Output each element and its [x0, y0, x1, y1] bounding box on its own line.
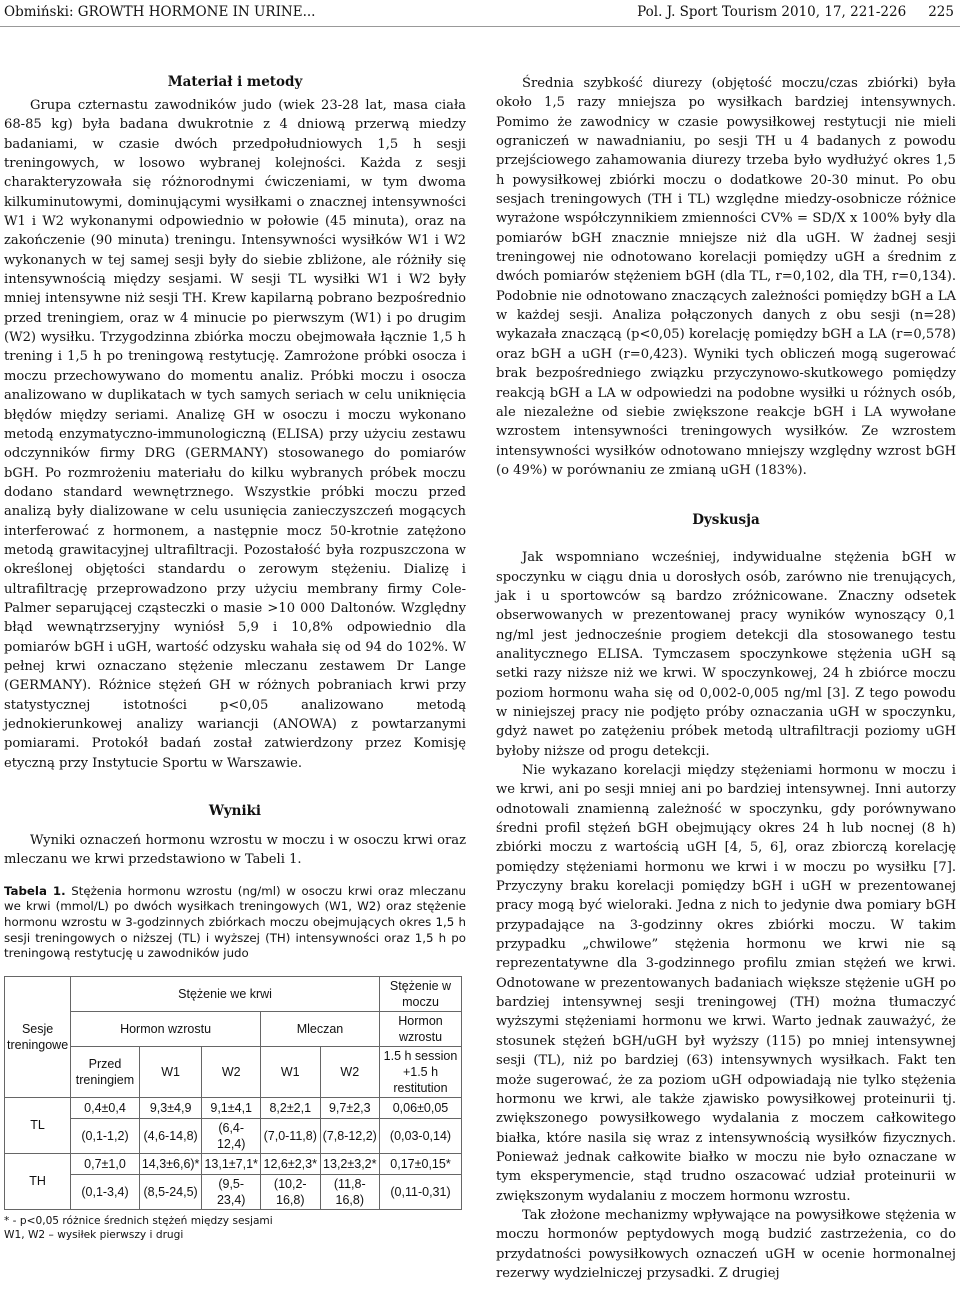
results-continued-paragraph: Średnia szybkość diurezy (objętość moczu/czas zbiórki) była około 1,5 razy mniejsza po wysiłkach bardziej intensywnych. Pomimo że zawodnicy w czasie powysiłkowej restytucji nie mieli ograniczeń w nawadnianiu, po sesji TH u 4 badanych z powodu przejściowego zahamowania diurezy trzeba było wydłużyć okres 1,5 h powysiłkowej zbiórki moczu o dodatkowe 20-30 minut. Po obu sesjach treningowych (TH i TL) względne miedzy-osobnicze różnice wyrażone współczynnikiem zmienności CV% = SD/X x 100% były dla pomiarów bGH znacznie mniejsze niż dla uGH. W żadnej sesji treningowej nie odnotowano korelacji pomiędzy uGH a średnim z dwóch pomiarów stężeniem bGH (dla TL, r=0,102, dla TH, r=0,134). Podobnie nie odnotowano znaczących zależności pomiędzy bGH a LA w każdej sesji. Analiza połączonych danych z obu sesji (n=28) wykazała znaczącą (p<0,05) korelację pomiędzy bGH a LA (r=0,578) oraz bGH a uGH (r=0,423). Wyniki tych obliczeń mogą sugerować brak bezpośredniego związku przyczynowo-skutkowego pomiędzy reakcją bGH a LA w odpowiedzi na podobne wysiłki u różnych osób, ale niezależne od siebie zwiększone reakcje bGH i LA wywołane wzrostem intensywności treningowych wysiłków. Ze wzrostem intensywności wysiłków odnotowano mniejszy względny wzrost bGH (o 49%) w porównaniu ze zmianą uGH (183%). [496, 76, 956, 478]
header-w2: W2 [202, 1046, 261, 1097]
table-cell-range: (10,2-16,8) [260, 1174, 320, 1209]
table-cell-range: (0,03-0,14) [380, 1118, 462, 1153]
table-cell-range: (0,11-0,31) [380, 1174, 462, 1209]
table-cell: 0,4±0,4 [71, 1097, 140, 1118]
journal-citation: Pol. J. Sport Tourism 2010, 17, 221-226 [637, 4, 907, 20]
table-cell: 13,2±3,2* [320, 1153, 379, 1174]
header-rule [0, 26, 960, 27]
header-blood: Stężenie we krwi [71, 976, 380, 1011]
results-paragraph: Wyniki oznaczeń hormonu wzrostu w moczu i w osoczu krwi oraz mleczanu we krwi przedstawiono w Tabeli 1. [4, 833, 466, 868]
discussion-paragraph-1: Jak wspomniano wcześniej, indywidualne stężenia bGH w spoczynku w ciągu dnia u dorosłych osób, zarówno nie trenujących, jak i u sportowców są bardzo zróżnicowane. Znaczny odsetek obserwowanych w prezentowanej pracy wyników wynoszący 0,1 ng/ml jest jednocześnie progiem detekcji dla stosowanego testu analitycznego ELISA. Tymczasem spoczynkowe stężenia uGH są setki razy niższe niż we krwi. W spoczynkowej, 24 h zbiórce moczu poziom hormonu waha się od 0,002-0,005 ng/ml [3]. Z tego powodu w niniejszej pracy nie podjęto próby oznaczania uGH w spoczynku, gdyż nawet po zatężeniu próbek metodą ultrafiltracji poziomy uGH byłoby niższe od progu detekcji. [496, 550, 956, 759]
row-label: TL [5, 1097, 71, 1153]
table-cell-range: (7,8-12,2) [320, 1118, 379, 1153]
table-footnote [4, 1214, 466, 1242]
table-cell: 0,06±0,05 [380, 1097, 462, 1118]
header-w2-lactate: W2 [320, 1046, 379, 1097]
methods-heading: Materiał i metody [167, 74, 303, 90]
header-before: Przed treningiem [71, 1046, 140, 1097]
right-column [496, 74, 956, 1283]
left-column [4, 72, 466, 1242]
running-head-left: Obmiński: GROWTH HORMONE IN URINE... [4, 4, 316, 20]
table-caption-text: Stężenia hormonu wzrostu (ng/ml) w osoczu krwi oraz mleczanu we krwi (mmol/L) po dwóch wysiłkach treningowych (W1, W2) oraz stężenie hormonu wzrostu w 3-godzinnych zbiórkach moczu obejmujących okres 1,5 h sesji treningowych o niższej (TL) i wyższej (TH) intensywności oraz 1,5 h po treningową restytucję u zawodników judo [4, 883, 467, 961]
table-cell: 0,7±1,0 [71, 1153, 140, 1174]
page-header [0, 0, 960, 24]
table-cell: 9,3±4,9 [139, 1097, 202, 1118]
table-cell-range: (11,8-16,8) [320, 1174, 379, 1209]
results-table [4, 976, 462, 1210]
table-cell: 9,7±2,3 [320, 1097, 379, 1118]
header-session-restitution: 1.5 h session +1.5 h restitution [380, 1046, 462, 1097]
methods-paragraph: Grupa czternastu zawodników judo (wiek 23-28 lat, masa ciała 68-85 kg) była badana dwukrotnie z 4 dniową przerwą miedzy badaniami, w czasie dwóch przedpołudniowych 1,5 h sesji treningowych, w losowo wybranej kolejności. Każda z sesji charakteryzowała się różnorodnymi ćwiczeniami, w tym dwoma kilkuminutowymi, dominującymi wysiłkami o znacznej intensywności W1 i W2 wykonanymi odpowiednio w połowie (45 minuta), oraz na zakończenie (90 minuta) treningu. Intensywności wysiłków W1 i W2 wykonanych w tej samej sesji były do siebie zbliżone, ale różniły się intensywnością między sesjami. W sesji TL wysiłki W1 i W2 były mniej intensywne niż sesji TH. Krew kapilarną pobrano bezpośrednio przed treningiem, oraz w 4 minucie po pierwszym (W1) i po drugim (W2) wysiłku. Trzygodzinna zbiórka moczu obejmowała łącznie 1,5 h trening i 1,5 h po treningową restytucję. Zamrożone próbki osocza i moczu przechowywano do momentu analiz. Próbki moczu i osocza analizowano w duplikatach w tych samych seriach w celu uniknięcia błędów między seriami. Analizę GH w osoczu i moczu wykonano metodą enzymatyczno-immunologiczną (ELISA) przy użyciu zestawu odczynników firmy DRG (GERMANY) stosowanego do pomiarów bGH. Po rozmrożeniu materiału do kilku wybranych próbek moczu dodano standard wewnętrznego. Wszystkie próbki moczu przed analizą były dializowane w celu usunięcia zanieczyszczeń mogących interferować z hormonem, a następnie mocz 50-krotnie zatężono metodą grawitacyjnej ultrafiltracji. Pozostałość była rozpuszczona w określonej objętości standardu o zerowym stężeniu. Dializę i ultrafiltrację przeprowadzono przy użyciu membrany firmy Cole-Palmer separującej cząsteczki o masie >10 000 Daltonów. Względny błąd wewnątrzseryjny wyniósł 5,9 i 10,8% odpowiednio dla pomiarów bGH i uGH, wartość odzysku wahała się od 94 do 102%. W pełnej krwi oznaczano stężenie mleczanu zestawem Dr Lange (GERMANY). Różnice stężeń GH w różnych pobraniach krwi przy statystycznej istotności p<0,05 analizowano metodą jednokierunkowej analizy wariancji (ANOWA) z powtarzanymi pomiarami. Protokół badań został zatwierdzony przez Komisję etyczną przy Instytucie Sportu w Warszawie. [4, 98, 466, 771]
table-cell: 9,1±4,1 [202, 1097, 261, 1118]
table-cell: 0,17±0,15* [380, 1153, 462, 1174]
table-row [5, 1097, 462, 1118]
page-number: 225 [928, 4, 954, 20]
results-heading: Wyniki [208, 803, 262, 820]
table-cell-range: (0,1-1,2) [71, 1118, 140, 1153]
header-sessions: Sesje treningowe [5, 976, 71, 1097]
table-cell-range: (0,1-3,4) [71, 1174, 140, 1209]
discussion-heading: Dyskusja [692, 512, 760, 529]
header-lactate: Mleczan [260, 1011, 379, 1046]
table-caption-label: Tabela 1. [4, 883, 66, 898]
table-cell: 8,2±2,1 [260, 1097, 320, 1118]
table-cell-range: (7,0-11,8) [260, 1118, 320, 1153]
table-row [5, 1174, 462, 1209]
footnote-w1-w2: W1, W2 – wysiłek pierwszy i drugi [4, 1228, 184, 1241]
table-cell-range: (6,4-12,4) [202, 1118, 261, 1153]
footnote-significance: * - p<0,05 różnice średnich stężeń między sesjami [4, 1214, 273, 1227]
table-cell: 12,6±2,3* [260, 1153, 320, 1174]
row-label: TH [5, 1153, 71, 1209]
header-gh: Hormon wzrostu [71, 1011, 261, 1046]
header-gh-urine: Hormon wzrostu [380, 1011, 462, 1046]
table-row [5, 1153, 462, 1174]
table-cell: 14,3±6,6)* [139, 1153, 202, 1174]
table-row [5, 1118, 462, 1153]
table-cell-range: (4,6-14,8) [139, 1118, 202, 1153]
table-cell-range: (8,5-24,5) [139, 1174, 202, 1209]
running-head-right [637, 0, 954, 24]
header-urine: Stężenie w moczu [380, 976, 462, 1011]
header-w1-lactate: W1 [260, 1046, 320, 1097]
table-cell-range: (9,5-23,4) [202, 1174, 261, 1209]
discussion-paragraph-2: Nie wykazano korelacji między stężeniami hormonu w moczu i we krwi, ani po sesji mniej ani po bardziej intensywnej. Inni autorzy odnotowali znamienną zależność w spoczynku, gdy porównywano średni profil stężeń bGH obejmujący okres 24 h lub nocnej (8 h) zbiórki moczu z wartością uGH [4, 5, 6], oraz zbiorczą korelację pomiędzy stężeniami hormonu we krwi i w moczu po wysiłku [7]. Przyczyny braku korelacji pomiędzy bGH i uGH w prezentowanej pracy mogą być wieloraki. Jedna z nich to jedynie dwa pomiary bGH przypadające na 3-godzinny okres zbiórki moczu. W takim przypadku „chwilowe” stężenia hormonu we krwi nie są reprezentatywne dla 3-godzinnego profilu zmian stężeń we krwi. Odnotowane w prezentowanych badaniach większe stężenie uGH po bardziej intensywnej sesji treningowej (TH) można tłumaczyć wyższymi stężeniami hormonu we krwi. Warto jednak zauważyć, że stosunek stężeń bGH/uGH był wyższy (115) po mniej intensywnej sesji (TL), niż po bardziej (63) intensywnych wysiłkach. Fakt ten może sugerować, że za poziom uGH odpowiadają nie tylko stężenia hormonu we krwi, ale także zjawisko powysiłkowej proteinurii tj. zwiększonego powysiłkowego wydalania z moczem całkowitego białka, które nasila się wraz z intensywnością wysiłków fizycznych. Ponieważ jednak całkowite białko w moczu nie było oznaczane w tym eksperymencie, stąd trudno oszacować udział proteinurii w zwiększonym wydalaniu z moczem hormonu wzrostu. [496, 763, 956, 1204]
table-caption [4, 884, 466, 962]
discussion-paragraph-3: Tak złożone mechanizmy wpływające na powysiłkowe stężenia w moczu hormonów peptydowych mogą budzić zastrzeżenia, co do przydatności powysiłkowych oznaczeń uGH w ocenie hormonalnej rezerwy wydzielniczej przysadki. Z drugiej [496, 1207, 956, 1281]
table-cell: 13,1±7,1* [202, 1153, 261, 1174]
header-w1: W1 [139, 1046, 202, 1097]
